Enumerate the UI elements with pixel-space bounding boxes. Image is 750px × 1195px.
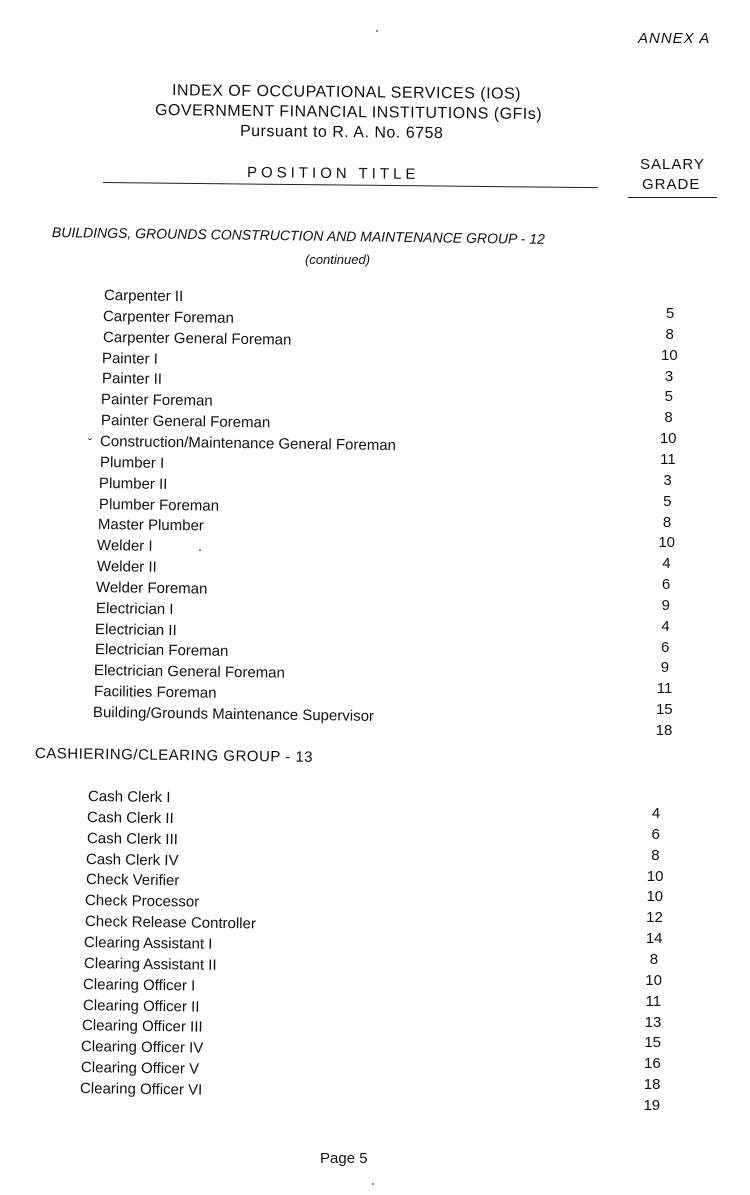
position-item: Master Plumber <box>97 516 204 535</box>
salary-grade-value: 16 <box>644 1055 661 1073</box>
position-item: Clearing Officer II <box>82 996 200 1016</box>
salary-grade-value: 5 <box>664 388 673 406</box>
salary-grade-value: 8 <box>664 409 673 427</box>
salary-grade-value: 10 <box>646 888 664 906</box>
position-item: Clearing Officer V <box>80 1059 200 1078</box>
salary-grade-value: 8 <box>649 950 659 968</box>
salary-grade-value: 10 <box>659 430 677 448</box>
position-item: Check Processor <box>85 892 200 911</box>
position-item: Clearing Officer III <box>81 1017 203 1037</box>
salary-grade-value: 11 <box>660 450 676 468</box>
margin-tick-mark: ˇ <box>88 436 92 450</box>
position-item: Carpenter General Foreman <box>102 328 292 349</box>
salary-grade-value: 5 <box>663 492 672 510</box>
position-item: Check Release Controller <box>84 913 256 933</box>
position-item: Plumber I <box>99 453 164 472</box>
salary-grade-value: 9 <box>660 659 670 677</box>
salary-grade-value: 10 <box>646 867 664 885</box>
salary-grade-value: 6 <box>651 825 660 843</box>
position-item: Cash Clerk III <box>86 829 178 848</box>
position-item: Clearing Officer VI <box>80 1079 203 1099</box>
salary-grade-value: 18 <box>643 1076 661 1094</box>
position-item: Clearing Officer I <box>82 975 196 995</box>
position-title-heading: POSITION TITLE <box>246 164 420 183</box>
salary-grade-value: 6 <box>661 576 671 594</box>
position-item: Painter I <box>102 349 159 368</box>
group-title-buildings: BUILDINGS, GROUNDS CONSTRUCTION AND MAINTENANCE GROUP - 12 <box>51 224 545 247</box>
position-item: Painter Foreman <box>101 391 214 410</box>
header-line-2: GOVERNMENT FINANCIAL INSTITUTIONS (GFIs) <box>154 101 543 124</box>
salary-grade-value: 19 <box>643 1096 661 1114</box>
group-title-cashiering: CASHIERING/CLEARING GROUP - 13 <box>34 745 314 766</box>
salary-grade-value: 11 <box>656 680 673 698</box>
salary-grade-value: 4 <box>662 555 671 573</box>
salary-grade-value: 3 <box>663 471 672 489</box>
position-item: Plumber II <box>98 474 168 493</box>
position-item: Welder I <box>97 537 154 555</box>
salary-grade-value: 18 <box>655 722 673 739</box>
position-item: Electrician Foreman <box>94 641 229 661</box>
salary-grade-value: 8 <box>651 846 660 864</box>
position-item: Welder II <box>96 558 157 576</box>
salary-grade-value: 4 <box>661 617 670 635</box>
position-item: Welder Foreman <box>96 578 208 598</box>
position-item: Painter General Foreman <box>100 412 271 432</box>
salary-grade-value: 15 <box>655 701 673 719</box>
header-line-1: INDEX OF OCCUPATIONAL SERVICES (IOS) <box>171 82 522 103</box>
salary-grade-value: 5 <box>665 305 675 322</box>
scan-speck <box>376 30 378 32</box>
position-item: Clearing Assistant I <box>84 933 213 953</box>
salary-heading: SALARY <box>640 156 705 173</box>
position-item: Cash Clerk I <box>87 788 171 807</box>
position-item: Facilities Foreman <box>93 683 217 702</box>
salary-grade-value: 8 <box>662 513 672 531</box>
position-item: Electrician II <box>95 620 178 639</box>
salary-grade-value: 8 <box>665 325 674 343</box>
salary-grade-value: 10 <box>645 971 662 989</box>
position-item: Carpenter II <box>103 287 184 306</box>
salary-grade-value: 12 <box>646 909 663 927</box>
salary-grade-value: 9 <box>661 596 670 614</box>
position-item: Plumber Foreman <box>98 495 219 515</box>
salary-grade-value: 14 <box>645 930 663 948</box>
salary-grade-value: 11 <box>645 992 662 1010</box>
position-item: Electrician I <box>95 599 174 618</box>
salary-grade-value: 4 <box>651 805 661 822</box>
position-item: Electrician General Foreman <box>93 662 286 682</box>
position-item: Clearing Assistant II <box>83 954 217 974</box>
position-item: Cash Clerk II <box>87 808 175 828</box>
salary-grade-value: 3 <box>664 367 674 385</box>
salary-grade-value: 10 <box>661 346 678 364</box>
heading-rule-right <box>628 197 717 198</box>
annex-label: ANNEX A <box>638 30 711 47</box>
salary-grade-value: 15 <box>644 1034 662 1052</box>
scan-speck <box>199 549 201 551</box>
position-item: Carpenter Foreman <box>103 307 235 327</box>
scan-speck <box>372 1183 374 1185</box>
grade-heading: GRADE <box>642 176 701 193</box>
position-item: Check Verifier <box>85 871 180 890</box>
position-item: Clearing Officer IV <box>81 1038 204 1057</box>
position-item: Painter II <box>101 370 162 389</box>
position-item: Construction/Maintenance General Foreman <box>100 432 397 455</box>
header-line-3: Pursuant to R. A. No. 6758 <box>239 122 444 143</box>
salary-grade-value: 6 <box>661 638 670 656</box>
heading-rule-left <box>103 182 598 188</box>
position-item: Building/Grounds Maintenance Supervisor <box>92 704 375 725</box>
group-subtitle-continued: (continued) <box>305 252 371 267</box>
page-number: Page 5 <box>320 1150 368 1167</box>
position-item: Cash Clerk IV <box>86 850 179 869</box>
salary-grade-value: 13 <box>644 1013 662 1031</box>
salary-grade-value: 10 <box>658 534 676 552</box>
